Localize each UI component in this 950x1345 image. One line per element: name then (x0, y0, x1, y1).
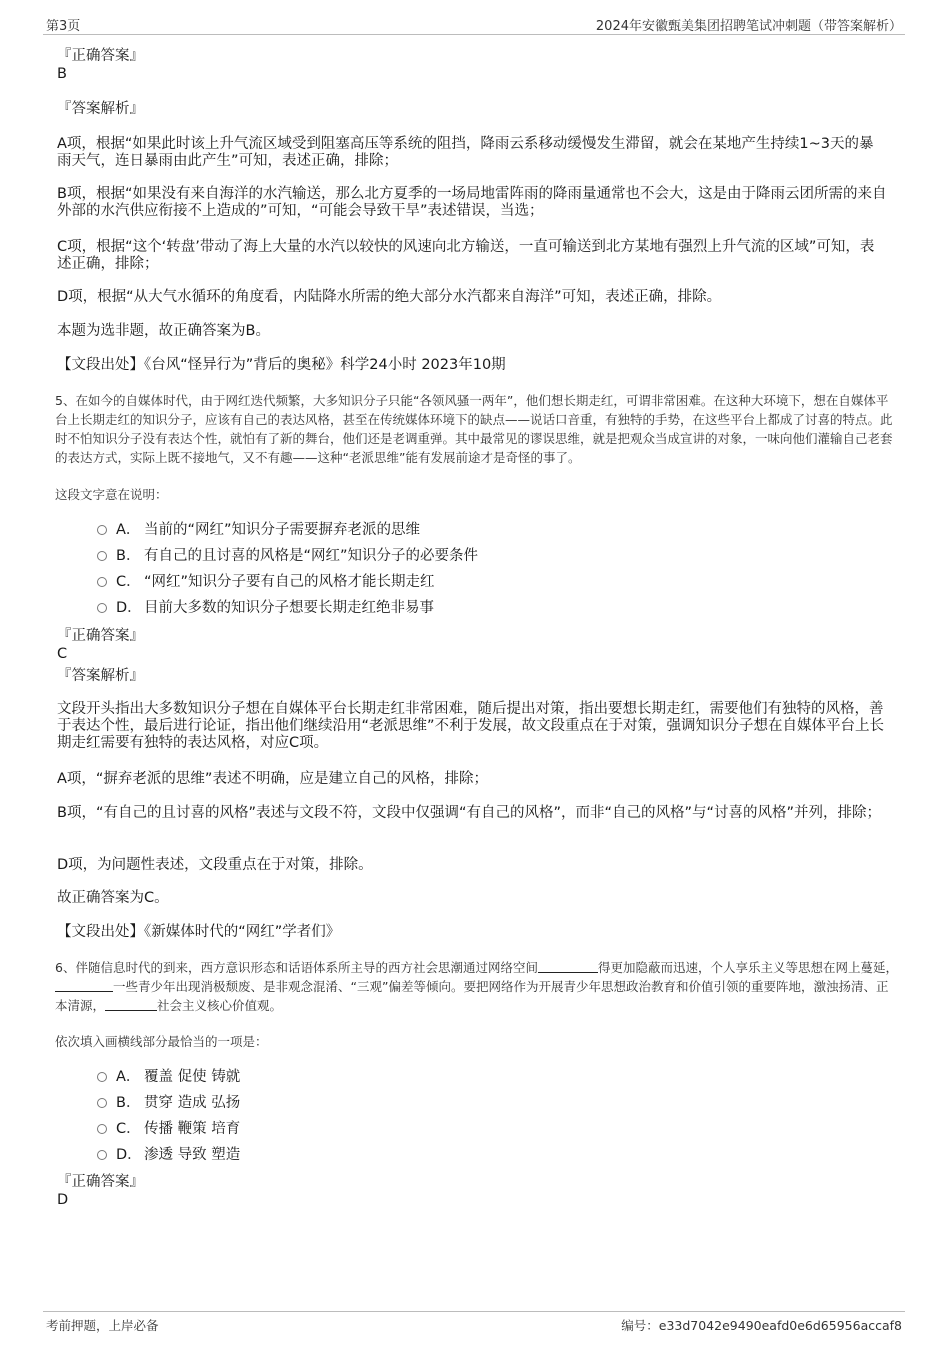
analysis-conclusion: 本题为选非题，故正确答案为B。 (57, 323, 270, 339)
radio-icon[interactable] (97, 1072, 107, 1082)
q6-option-c[interactable] (97, 1120, 240, 1138)
radio-icon[interactable] (97, 1124, 107, 1134)
blank-1[interactable] (538, 960, 598, 973)
analysis-paragraph-c: C项，根据“这个‘转盘’带动了海上大量的水汽以较快的风速向北方输送，一直可输送到北方某地有强烈上升气流的区域”可知，表述正确，排除； (57, 239, 875, 272)
option-text: 目前大多数的知识分子想要长期走红绝非易事 (144, 600, 434, 616)
answer-label: 『正确答案』 (57, 1174, 144, 1190)
analysis-main: 文段开头指出大多数知识分子想在自媒体平台长期走红非常困难，随后提出对策，指出要想长期走红，需要他们有独特的风格，善于表达个性，最后进行论证，指出他们继续沿用“老派思维”不利于发展，故文段重点在于对策，强调知识分子想在自媒体平台上长期走红需要有独特的表达风格，对应C项。 (57, 701, 885, 751)
option-letter: C． (116, 574, 141, 590)
source-citation: 【文段出处】《新媒体时代的“网红”学者们》 (57, 924, 341, 940)
page-footer (43, 1311, 905, 1338)
option-text: 覆盖 促使 铸就 (144, 1069, 241, 1085)
analysis-paragraph-d: D项，为问题性表述，文段重点在于对策，排除。 (57, 857, 373, 873)
q6-option-b[interactable] (97, 1094, 240, 1112)
question-5-prompt: 这段文字意在说明： (55, 487, 168, 502)
analysis-paragraph-a: A项，“摒弃老派的思维”表述不明确，应是建立自己的风格，排除； (57, 771, 488, 787)
option-letter: A． (116, 522, 141, 538)
radio-icon[interactable] (97, 1098, 107, 1108)
radio-icon[interactable] (97, 1150, 107, 1160)
stem-text: 一些青少年出现消极颓废、是非观念混淆、“三观”偏差等倾向。要把网络作为开展青少年思想政治教育和价值引领的重要阵地，激浊扬清、正本清源， (55, 979, 889, 1013)
option-text: 渗透 导致 塑造 (144, 1147, 241, 1163)
code-value: e33d7042e9490eafd0e6d65956accaf8 (658, 1318, 902, 1333)
option-text: 贯穿 造成 弘扬 (144, 1095, 241, 1111)
stem-text: 6、伴随信息时代的到来，西方意识形态和话语体系所主导的西方社会思潮通过网络空间 (55, 960, 538, 975)
document-title: 2024年安徽甄美集团招聘笔试冲刺题（带答案解析） (595, 19, 902, 34)
code-label: 编号： (621, 1318, 659, 1333)
answer-value: C (57, 646, 68, 662)
radio-icon[interactable] (97, 603, 107, 613)
analysis-label: 『答案解析』 (57, 668, 144, 684)
option-letter: B． (116, 548, 141, 564)
blank-2[interactable] (55, 979, 113, 992)
option-letter: A． (116, 1069, 141, 1085)
answer-label: 『正确答案』 (57, 48, 144, 64)
option-letter: B． (116, 1095, 141, 1111)
option-text: “网红”知识分子要有自己的风格才能长期走红 (144, 574, 435, 590)
stem-text: 社会主义核心价值观。 (157, 998, 283, 1013)
answer-label: 『正确答案』 (57, 628, 144, 644)
q5-option-b[interactable] (97, 547, 478, 565)
question-5-stem: 5、在如今的自媒体时代，由于网红迭代频繁，大多知识分子只能“各领风骚一两年”，他们想长期走红，可谓非常困难。在这种大环境下，想在自媒体平台上长期走红的知识分子，应该有自己的表达风格，甚至在传统媒体环境下的缺点——说话口音重，有独特的手势，在这些平台上都成了讨喜的特点。此时不怕知识分子没有表达个性，就怕有了新的舞台，他们还是老调重弹。其中最常见的谬误思维，就是把观众当成宣讲的对象，一味向他们灌输自己老套的表达方式，实际上既不接地气，又不有趣——这种“老派思维”能有发展前途才是奇怪的事了。 (55, 393, 893, 465)
page-number: 第3页 (46, 19, 81, 34)
question-6-prompt: 依次填入画横线部分最恰当的一项是： (55, 1034, 268, 1049)
stem-text: 得更加隐蔽而迅速，个人享乐主义等思想在网上蔓延， (597, 960, 898, 975)
document-code (621, 1316, 902, 1334)
q6-option-a[interactable] (97, 1068, 240, 1086)
analysis-paragraph-d: D项，根据“从大气水循环的角度看，内陆降水所需的绝大部分水汽都来自海洋”可知，表述正确，排除。 (57, 289, 722, 305)
q5-option-d[interactable] (97, 599, 434, 617)
q5-option-a[interactable] (97, 521, 420, 539)
option-text: 传播 鞭策 培育 (144, 1121, 241, 1137)
question-6-stem (55, 958, 900, 1015)
blank-3[interactable] (105, 998, 157, 1011)
radio-icon[interactable] (97, 577, 107, 587)
analysis-paragraph-a: A项，根据“如果此时该上升气流区域受到阻塞高压等系统的阻挡，降雨云系移动缓慢发生滞留，就会在某地产生持续1~3天的暴雨天气，连日暴雨由此产生”可知，表述正确，排除； (57, 136, 874, 169)
page-header (43, 12, 905, 35)
answer-value: D (57, 1192, 69, 1208)
q5-option-c[interactable] (97, 573, 435, 591)
answer-value: B (57, 66, 67, 82)
analysis-label: 『答案解析』 (57, 101, 144, 117)
analysis-paragraph-b: B项，根据“如果没有来自海洋的水汽输送，那么北方夏季的一场局地雷阵雨的降雨量通常也不会大，这是由于降雨云团所需的来自外部的水汽供应衔接不上造成的”可知，“可能会导致干旱”表述错误，当选； (57, 186, 887, 219)
option-letter: D． (116, 600, 142, 616)
radio-icon[interactable] (97, 525, 107, 535)
option-text: 有自己的且讨喜的风格是“网红”知识分子的必要条件 (144, 548, 479, 564)
option-text: 当前的“网红”知识分子需要摒弃老派的思维 (144, 522, 421, 538)
q6-option-d[interactable] (97, 1146, 240, 1164)
option-letter: D． (116, 1147, 142, 1163)
analysis-conclusion: 故正确答案为C。 (57, 890, 169, 906)
analysis-paragraph-b: B项，“有自己的且讨喜的风格”表述与文段不符，文段中仅强调“有自己的风格”，而非“自己的风格”与“讨喜的风格”并列，排除； (57, 805, 882, 821)
footer-slogan: 考前押题，上岸必备 (46, 1318, 159, 1333)
option-letter: C． (116, 1121, 141, 1137)
radio-icon[interactable] (97, 551, 107, 561)
source-citation: 【文段出处】《台风“怪异行为”背后的奥秘》科学24小时 2023年10期 (57, 357, 506, 373)
